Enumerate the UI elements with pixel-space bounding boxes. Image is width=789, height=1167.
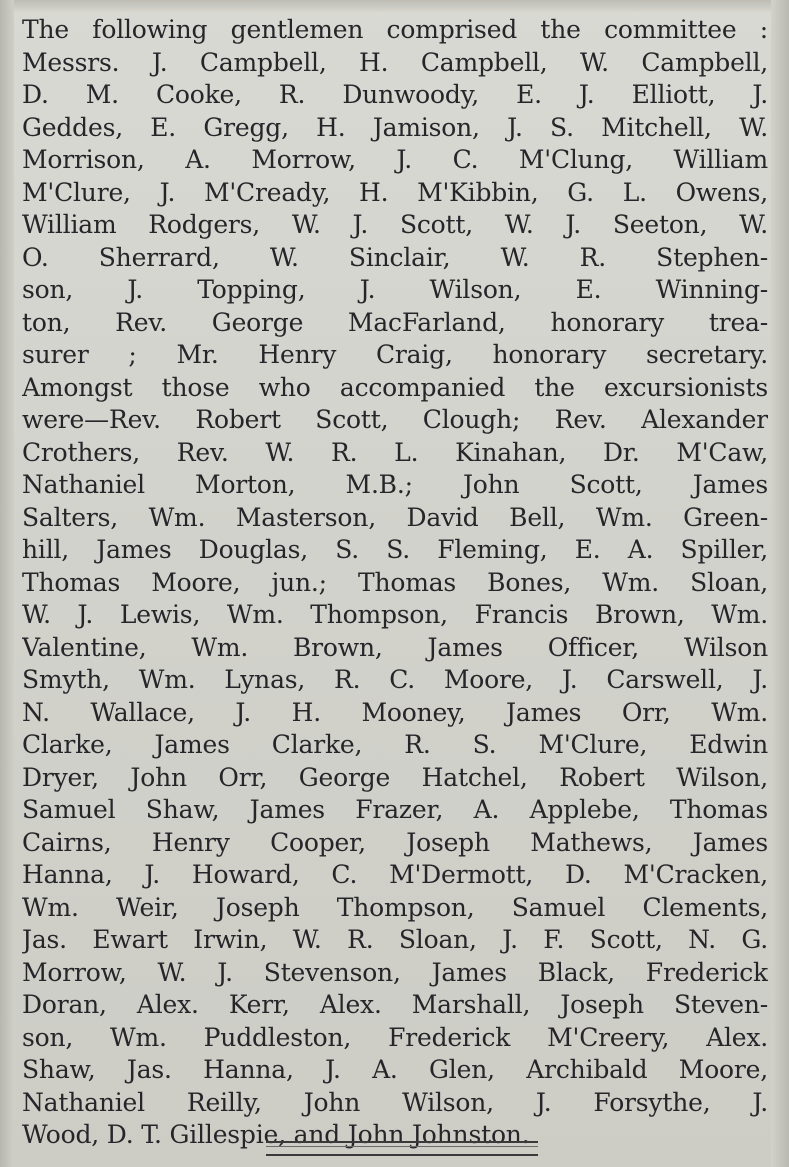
- article-body: [22, 14, 768, 1152]
- article-line: Doran, Alex. Kerr, Alex. Marshall, Joseph Steven-: [22, 990, 768, 1019]
- article-line: Dryer, John Orr, George Hatchel, Robert Wilson,: [22, 762, 768, 792]
- article-line: Hanna, J. Howard, C. M'Dermott, D. M'Cracken,: [22, 860, 768, 889]
- article-line: Jas. Ewart Irwin, W. R. Sloan, J. F. Scott, N. G.: [22, 925, 768, 954]
- article-line: Morrow, W. J. Stevenson, James Black, Frederick: [22, 957, 768, 987]
- article-line: Wm. Weir, Joseph Thompson, Samuel Clements,: [22, 892, 768, 922]
- article-line: William Rodgers, W. J. Scott, W. J. Seeton, W.: [22, 210, 768, 239]
- article-line: Amongst those who accompanied the excursionists: [22, 372, 768, 402]
- article-line: Geddes, E. Gregg, H. Jamison, J. S. Mitchell, W.: [22, 112, 768, 142]
- article-line: Nathaniel Morton, M.B.; John Scott, James: [22, 470, 768, 499]
- article-line: Salters, Wm. Masterson, David Bell, Wm. Green-: [22, 502, 768, 532]
- article-line: Messrs. J. Campbell, H. Campbell, W. Campbell,: [22, 47, 768, 77]
- article-line: Samuel Shaw, James Frazer, A. Applebe, Thomas: [22, 795, 768, 824]
- article-line: Shaw, Jas. Hanna, J. A. Glen, Archibald Moore,: [22, 1055, 768, 1084]
- article-line: Thomas Moore, jun.; Thomas Bones, Wm. Sloan,: [22, 567, 768, 597]
- article-line: N. Wallace, J. H. Mooney, James Orr, Wm.: [22, 697, 768, 727]
- article-line: hill, James Douglas, S. S. Fleming, E. A. Spiller,: [22, 535, 768, 564]
- article-line: Smyth, Wm. Lynas, R. C. Moore, J. Carswell, J.: [22, 665, 768, 694]
- article-line: were—Rev. Robert Scott, Clough; Rev. Alexander: [22, 405, 768, 434]
- article-line: Clarke, James Clarke, R. S. M'Clure, Edwin: [22, 730, 768, 759]
- article-line: W. J. Lewis, Wm. Thompson, Francis Brown, Wm.: [22, 600, 768, 629]
- section-divider-rule-lower: [266, 1154, 538, 1156]
- article-line: son, Wm. Puddleston, Frederick M'Creery, Alex.: [22, 1022, 768, 1052]
- article-line: Cairns, Henry Cooper, Joseph Mathews, James: [22, 827, 768, 857]
- article-line: M'Clure, J. M'Cready, H. M'Kibbin, G. L. Owens,: [22, 177, 768, 207]
- article-line: ton, Rev. George MacFarland, honorary trea-: [22, 307, 768, 337]
- paper-edge-top: [0, 0, 789, 12]
- article-line: Nathaniel Reilly, John Wilson, J. Forsythe, J.: [22, 1087, 768, 1117]
- article-line: Morrison, A. Morrow, J. C. M'Clung, William: [22, 145, 768, 174]
- paper-edge-left: [0, 0, 14, 1167]
- article-line: O. Sherrard, W. Sinclair, W. R. Stephen-: [22, 242, 768, 272]
- article-line: Valentine, Wm. Brown, James Officer, Wilson: [22, 632, 768, 662]
- article-line: Crothers, Rev. W. R. L. Kinahan, Dr. M'Caw,: [22, 437, 768, 467]
- section-divider-rule: [266, 1141, 538, 1147]
- article-line: son, J. Topping, J. Wilson, E. Winning-: [22, 275, 768, 304]
- article-line: D. M. Cooke, R. Dunwoody, E. J. Elliott, J.: [22, 80, 768, 109]
- article-line-last: Wood, D. T. Gillespie, and John Johnston.: [22, 1120, 530, 1149]
- paper-edge-right: [771, 0, 789, 1167]
- article-line: The following gentlemen comprised the committee :: [22, 15, 768, 44]
- article-line: surer ; Mr. Henry Craig, honorary secretary.: [22, 340, 768, 369]
